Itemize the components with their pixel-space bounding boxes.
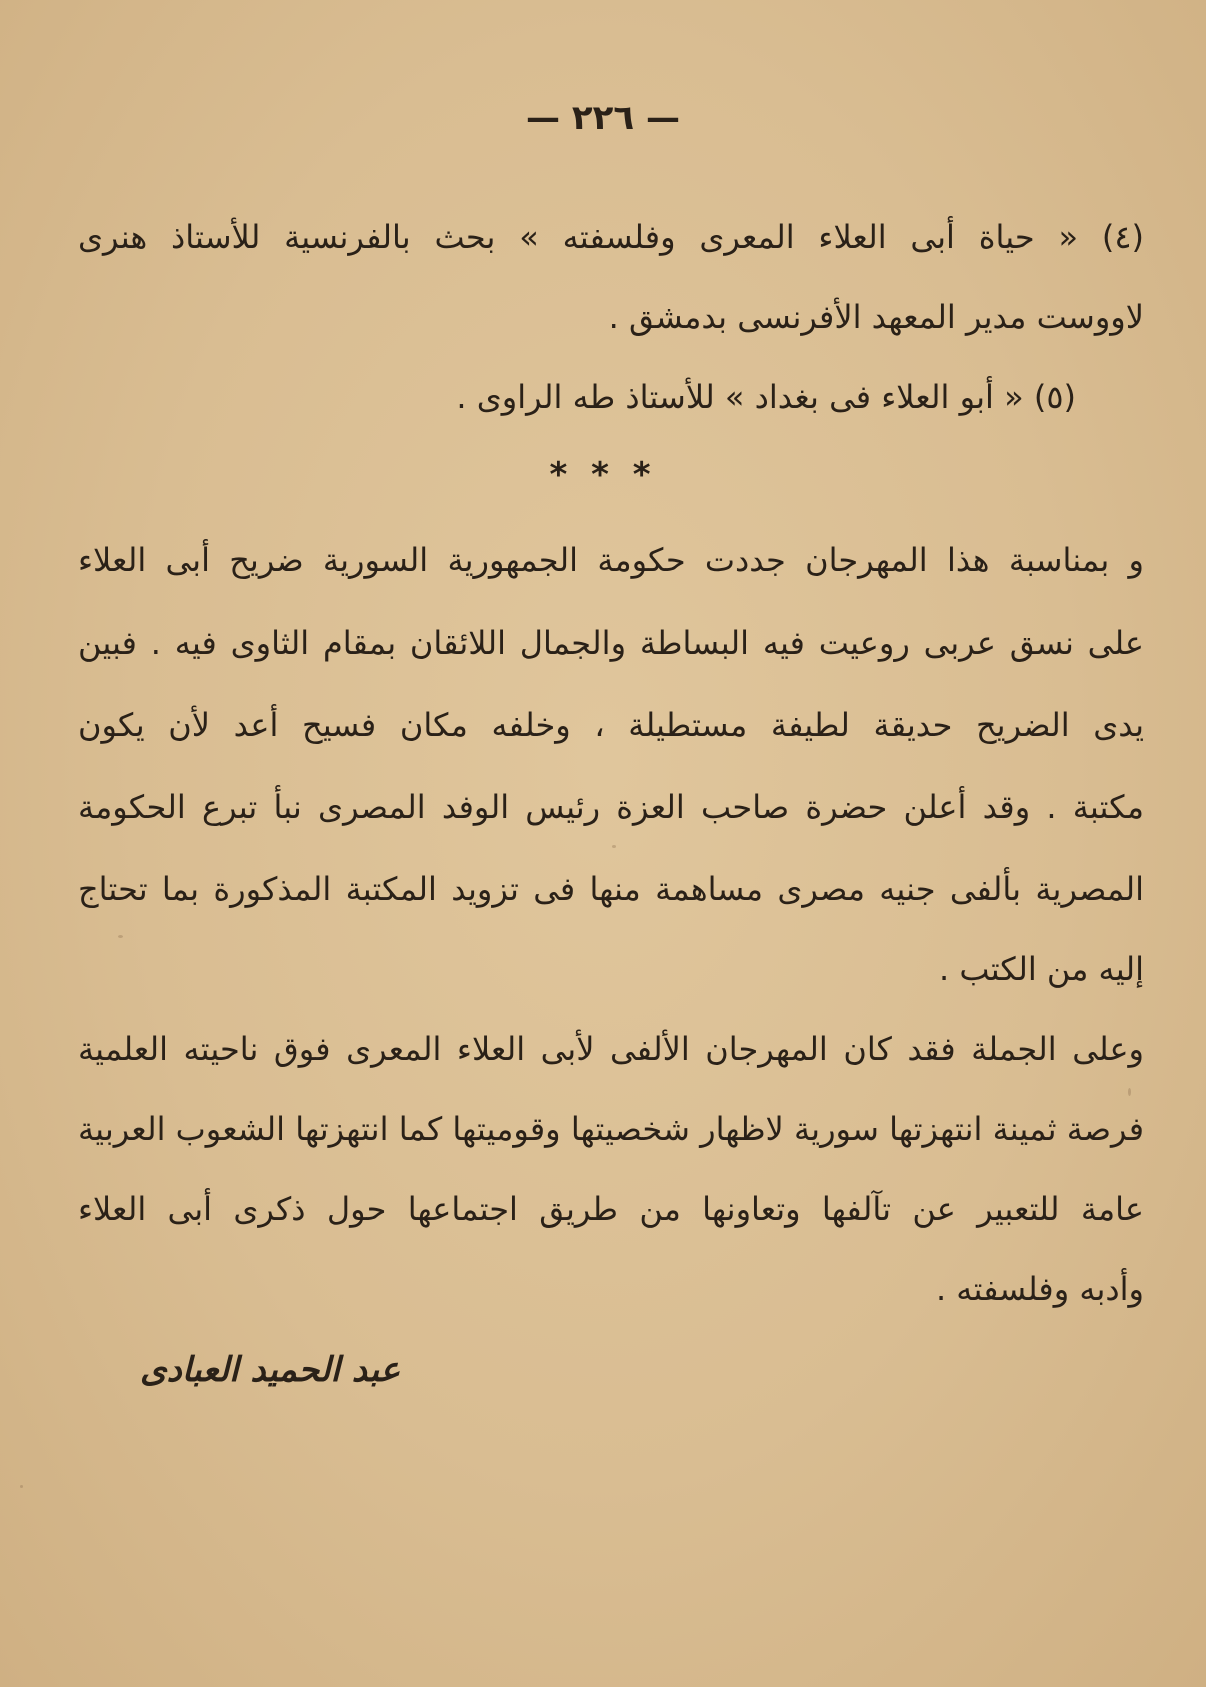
paper-speck <box>1128 1088 1131 1096</box>
text-line-5: على نسق عربى روعيت فيه البساطة والجمال اللائقان بمقام الثاوى فيه . فبين <box>78 624 1144 662</box>
page-number: — ٢٢٦ — <box>526 98 680 138</box>
text-line-10: وعلى الجملة فقد كان المهرجان الألفى لأبى العلاء المعرى فوق ناحيته العلمية <box>78 1030 1144 1068</box>
text-line-8: المصرية بألفى جنيه مصرى مساهمة منها فى تزويد المكتبة المذكورة بما تحتاج <box>78 870 1144 908</box>
text-line-4: و بمناسبة هذا المهرجان جددت حكومة الجمهورية السورية ضريح أبى العلاء <box>78 541 1144 579</box>
text-line-7: مكتبة . وقد أعلن حضرة صاحب العزة رئيس الوفد المصرى نبأ تبرع الحكومة <box>78 788 1144 826</box>
paper-speck <box>20 1485 23 1488</box>
text-line-1: (٤) « حياة أبى العلاء المعرى وفلسفته » بحث بالفرنسية للأستاذ هنرى <box>78 218 1144 256</box>
paper-speck <box>612 845 616 848</box>
paper-speck <box>118 935 123 938</box>
text-line-2: لاووست مدير المعهد الأفرنسى بدمشق . <box>608 298 1144 336</box>
text-line-6: يدى الضريح حديقة لطيفة مستطيلة ، وخلفه مكان فسيح أعد لأن يكون <box>78 706 1144 744</box>
text-line-3: (٥) « أبو العلاء فى بغداد » للأستاذ طه الراوى . <box>456 378 1076 416</box>
text-line-11: فرصة ثمينة انتهزتها سورية لاظهار شخصيتها وقوميتها كما انتهزتها الشعوب العربية <box>78 1110 1144 1148</box>
text-line-9: إليه من الكتب . <box>938 950 1144 988</box>
text-line-12: عامة للتعبير عن تآلفها وتعاونها من طريق اجتماعها حول ذكرى أبى العلاء <box>78 1190 1144 1228</box>
section-separator: * * * <box>549 455 657 495</box>
author-signature: عبد الحميد العبادى <box>140 1350 401 1390</box>
text-line-13: وأدبه وفلسفته . <box>935 1270 1144 1308</box>
